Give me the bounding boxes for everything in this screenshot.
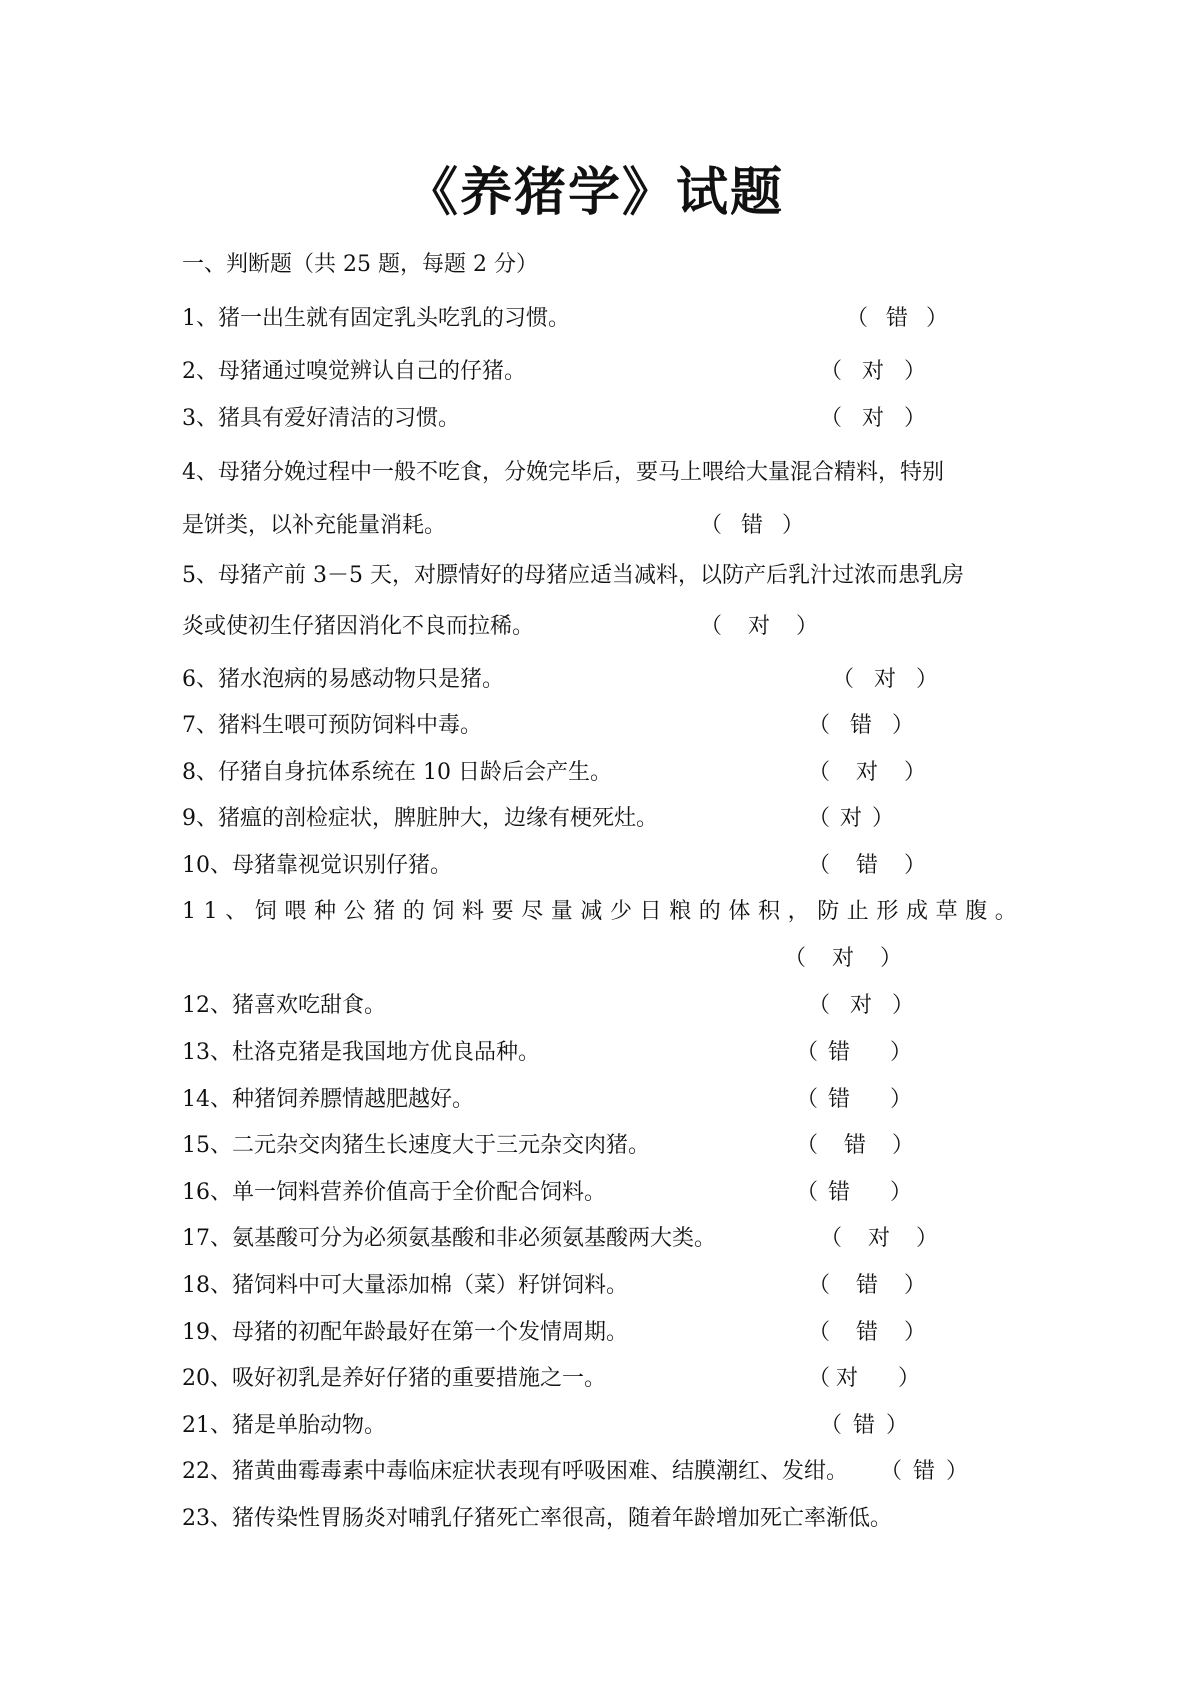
answer-20: （ 对 ） — [808, 1366, 921, 1391]
question-3: 3、猪具有爱好清洁的习惯。 — [182, 406, 460, 431]
question-4: 4、母猪分娩过程中一般不吃食，分娩完毕后，要马上喂给大量混合精料，特别 — [182, 460, 944, 485]
answer-3: （ 对 ） — [820, 406, 927, 431]
question-4-cont: 是饼类，以补充能量消耗。 — [182, 513, 447, 538]
answer-10: （ 错 ） — [808, 853, 927, 878]
question-5-cont: 炎或使初生仔猪因消化不良而拉稀。 — [182, 614, 535, 639]
question-18: 18、猪饲料中可大量添加棉（菜）籽饼饲料。 — [182, 1273, 628, 1298]
question-5: 5、母猪产前 3－5 天，对膘情好的母猪应适当减料，以防产后乳汁过浓而患乳房 — [182, 563, 964, 588]
answer-8: （ 对 ） — [808, 760, 927, 785]
question-9: 9、猪瘟的剖检症状，脾脏肿大，边缘有梗死灶。 — [182, 806, 658, 831]
question-20: 20、吸好初乳是养好仔猪的重要措施之一。 — [182, 1366, 606, 1391]
answer-1: （ 错 ） — [846, 306, 949, 331]
question-19: 19、母猪的初配年龄最好在第一个发情周期。 — [182, 1320, 628, 1345]
question-7: 7、猪料生喂可预防饲料中毒。 — [182, 713, 482, 738]
answer-5: （ 对 ） — [700, 614, 819, 639]
answer-4: （ 错 ） — [700, 513, 805, 538]
question-16: 16、单一饲料营养价值高于全价配合饲料。 — [182, 1180, 606, 1205]
page-title: 《养猪学》试题 — [405, 163, 784, 223]
answer-12: （ 对 ） — [808, 993, 915, 1018]
section-heading: 一、判断题（共 25 题，每题 2 分） — [182, 252, 538, 277]
question-14: 14、种猪饲养膘情越肥越好。 — [182, 1087, 474, 1112]
question-8: 8、仔猪自身抗体系统在 10 日龄后会产生。 — [182, 760, 612, 785]
answer-7: （ 错 ） — [808, 713, 915, 738]
question-6: 6、猪水泡病的易感动物只是猪。 — [182, 667, 504, 692]
answer-9: （ 对 ） — [808, 806, 895, 831]
question-13: 13、杜洛克猪是我国地方优良品种。 — [182, 1040, 540, 1065]
answer-17: （ 对 ） — [820, 1226, 939, 1251]
question-2: 2、母猪通过嗅觉辨认自己的仔猪。 — [182, 359, 526, 384]
question-11: 11、饲喂种公猪的饲料要尽量减少日粮的体积，防止形成草腹。 — [182, 899, 1025, 924]
answer-2: （ 对 ） — [820, 359, 927, 384]
question-1: 1、猪一出生就有固定乳头吃乳的习惯。 — [182, 306, 570, 331]
answer-16: （ 错 ） — [796, 1180, 913, 1205]
answer-19: （ 错 ） — [808, 1320, 927, 1345]
question-12: 12、猪喜欢吃甜食。 — [182, 993, 386, 1018]
question-23: 23、猪传染性胃肠炎对哺乳仔猪死亡率很高，随着年龄增加死亡率渐低。 — [182, 1506, 892, 1531]
question-21: 21、猪是单胎动物。 — [182, 1413, 386, 1438]
answer-22: （ 错 ） — [880, 1459, 969, 1484]
answer-13: （ 错 ） — [796, 1040, 913, 1065]
question-15: 15、二元杂交肉猪生长速度大于三元杂交肉猪。 — [182, 1133, 650, 1158]
answer-11: （ 对 ） — [784, 946, 903, 971]
answer-6: （ 对 ） — [832, 667, 939, 692]
question-10: 10、母猪靠视觉识别仔猪。 — [182, 853, 452, 878]
answer-18: （ 错 ） — [808, 1273, 927, 1298]
question-22: 22、猪黄曲霉毒素中毒临床症状表现有呼吸困难、结膜潮红、发绀。 — [182, 1459, 848, 1484]
answer-14: （ 错 ） — [796, 1087, 913, 1112]
answer-21: （ 错 ） — [820, 1413, 909, 1438]
answer-15: （ 错 ） — [796, 1133, 915, 1158]
question-17: 17、氨基酸可分为必须氨基酸和非必须氨基酸两大类。 — [182, 1226, 716, 1251]
